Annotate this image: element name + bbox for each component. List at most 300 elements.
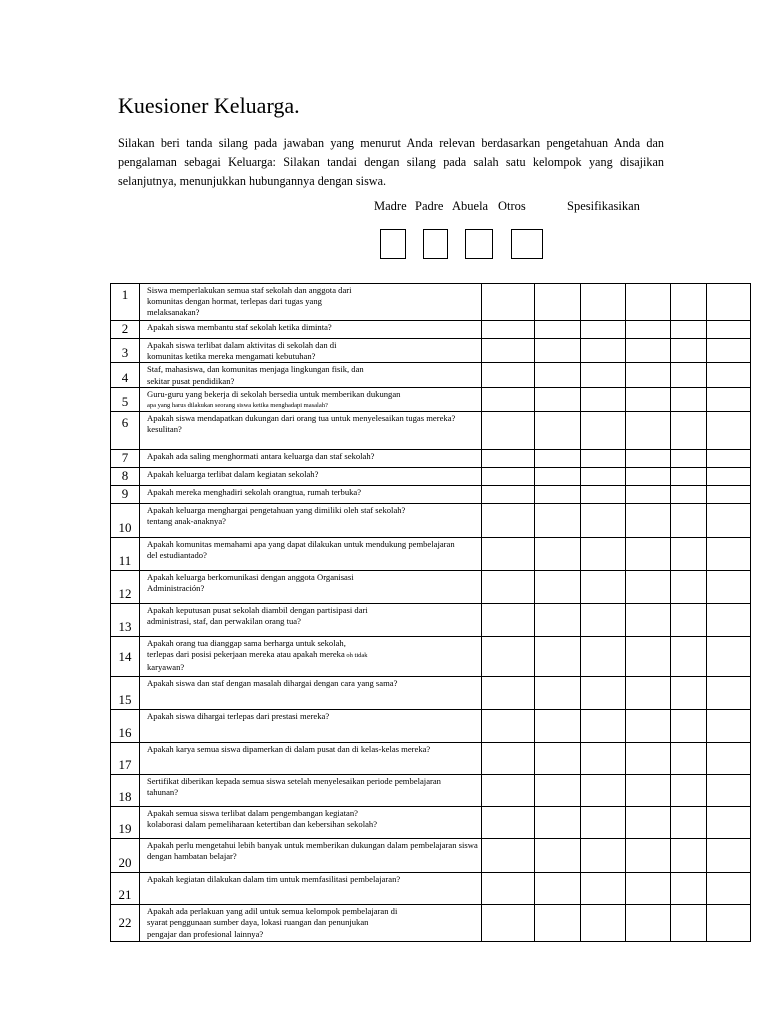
question-number-text: 20 [118, 855, 132, 871]
question-line-text: Apakah siswa membantu staf sekolah ketika diminta? [147, 322, 332, 332]
answer-cell[interactable] [670, 321, 706, 339]
question-line-text: karyawan? [147, 661, 185, 672]
question-number [111, 637, 140, 677]
answer-cell[interactable] [534, 839, 580, 873]
answer-cell[interactable] [625, 604, 670, 637]
answer-cell[interactable] [580, 486, 625, 504]
answer-cell[interactable] [481, 450, 534, 468]
question-number-text: 16 [118, 725, 132, 741]
question-text [140, 807, 482, 839]
answer-cell[interactable] [706, 905, 750, 942]
question-number-text: 3 [121, 345, 129, 361]
answer-cell[interactable] [670, 538, 706, 571]
question-text [140, 387, 482, 411]
question-line [147, 787, 478, 798]
question-text [140, 486, 482, 504]
question-text [140, 321, 482, 339]
answer-cell[interactable] [625, 637, 670, 677]
answer-cell[interactable] [625, 321, 670, 339]
answer-cell[interactable] [625, 468, 670, 486]
question-line-text: Apakah siswa dan staf dengan masalah dihargai dengan cara yang sama? [147, 678, 398, 689]
table-row [111, 775, 751, 807]
answer-cell[interactable] [670, 873, 706, 905]
question-number-text: 21 [118, 887, 132, 903]
answer-cell[interactable] [706, 807, 750, 839]
question-line [147, 678, 478, 689]
answer-cell[interactable] [706, 504, 750, 538]
table-row [111, 637, 751, 677]
question-text [140, 775, 482, 807]
answer-cell[interactable] [481, 677, 534, 710]
question-line [147, 351, 478, 362]
answer-cell[interactable] [625, 284, 670, 321]
question-line-text: Apakah keluarga terlibat dalam kegiatan sekolah? [147, 469, 319, 480]
question-line [147, 874, 478, 885]
answer-cell[interactable] [534, 450, 580, 468]
answer-cell[interactable] [481, 807, 534, 839]
answer-cell[interactable] [534, 339, 580, 363]
answer-cell[interactable] [706, 363, 750, 387]
answer-cell[interactable] [534, 604, 580, 637]
table-row [111, 710, 751, 743]
answer-cell[interactable] [706, 321, 750, 339]
table-row [111, 677, 751, 710]
question-number [111, 284, 140, 321]
question-text [140, 412, 482, 450]
answer-cell[interactable] [580, 743, 625, 775]
question-number [111, 412, 140, 450]
question-line-text: Apakah perlu mengetahui lebih banyak untuk memberikan dukungan dalam pembelajaran siswa [147, 840, 478, 851]
answer-cell[interactable] [580, 775, 625, 807]
answer-cell[interactable] [670, 387, 706, 411]
answer-cell[interactable] [481, 839, 534, 873]
question-line [147, 572, 478, 583]
question-number [111, 339, 140, 363]
answer-cell[interactable] [625, 743, 670, 775]
question-number [111, 486, 140, 504]
question-line-text: Apakah karya semua siswa dipamerkan di dalam pusat dan di kelas-kelas mereka? [147, 744, 431, 755]
answer-cell[interactable] [534, 284, 580, 321]
question-line-text: sekitar pusat pendidikan? [147, 375, 235, 386]
answer-cell[interactable] [534, 321, 580, 339]
answer-cell[interactable] [706, 284, 750, 321]
question-number-text: 12 [118, 586, 132, 602]
answer-cell[interactable] [625, 873, 670, 905]
question-line [147, 711, 478, 722]
question-line [147, 451, 478, 462]
table-row [111, 450, 751, 468]
answer-cell[interactable] [625, 775, 670, 807]
answer-cell[interactable] [580, 873, 625, 905]
question-number [111, 504, 140, 538]
question-line [147, 424, 478, 435]
answer-cell[interactable] [706, 839, 750, 873]
question-line-text: Apakah kegiatan dilakukan dalam tim untuk memfasilitasi pembelajaran? [147, 874, 401, 885]
question-line-text: del estudiantado? [147, 550, 207, 561]
question-text [140, 873, 482, 905]
answer-cell[interactable] [580, 677, 625, 710]
question-number [111, 363, 140, 387]
answer-cell[interactable] [534, 807, 580, 839]
question-number-text: 13 [118, 619, 132, 635]
table-row [111, 905, 751, 942]
checkbox-madre[interactable] [380, 229, 406, 259]
answer-cell[interactable] [706, 571, 750, 604]
question-text [140, 504, 482, 538]
answer-cell[interactable] [706, 387, 750, 411]
question-line-text: kesulitan? [147, 424, 182, 435]
question-line-text: administrasi, staf, dan perwakilan orang tua? [147, 616, 301, 627]
question-number-text: 7 [121, 450, 129, 466]
answer-cell[interactable] [706, 637, 750, 677]
question-line-text: syarat penggunaan sumber daya, lokasi ruangan dan penunjukan [147, 917, 369, 928]
answer-cell[interactable] [534, 412, 580, 450]
answer-cell[interactable] [580, 339, 625, 363]
question-line [147, 906, 478, 917]
answer-cell[interactable] [580, 468, 625, 486]
table-row [111, 839, 751, 873]
table-row [111, 321, 751, 339]
question-line-text: Apakah keluarga berkomunikasi dengan anggota Organisasi [147, 572, 354, 583]
question-number [111, 387, 140, 411]
question-number-text: 17 [118, 757, 132, 773]
answer-cell[interactable] [580, 504, 625, 538]
question-text [140, 339, 482, 363]
answer-cell[interactable] [481, 775, 534, 807]
answer-cell[interactable] [706, 339, 750, 363]
question-number [111, 743, 140, 775]
answer-cell[interactable] [706, 538, 750, 571]
table-row [111, 284, 751, 321]
question-number [111, 839, 140, 873]
question-number-text: 8 [121, 468, 129, 484]
question-text [140, 677, 482, 710]
question-line [147, 929, 478, 940]
answer-cell[interactable] [534, 387, 580, 411]
question-line-text: Apakah siswa dihargai terlepas dari prestasi mereka? [147, 711, 330, 722]
answer-cell[interactable] [580, 412, 625, 450]
answer-cell[interactable] [670, 839, 706, 873]
question-line [147, 616, 478, 627]
question-number [111, 321, 140, 339]
answer-cell[interactable] [625, 387, 670, 411]
question-text [140, 468, 482, 486]
question-number-text: 4 [121, 369, 129, 385]
answer-cell[interactable] [670, 450, 706, 468]
question-number-text: 14 [118, 648, 132, 664]
question-number [111, 450, 140, 468]
table-row [111, 387, 751, 411]
table-row [111, 743, 751, 775]
table-row [111, 363, 751, 387]
answer-cell[interactable] [481, 637, 534, 677]
answer-cell[interactable] [534, 571, 580, 604]
answer-cell[interactable] [580, 538, 625, 571]
question-line [147, 364, 478, 375]
relation-label-otros: Otros [498, 199, 526, 213]
answer-cell[interactable] [481, 339, 534, 363]
answer-cell[interactable] [625, 486, 670, 504]
question-number [111, 905, 140, 942]
question-line-text: terlepas dari posisi pekerjaan mereka atau apakah mereka [147, 649, 345, 660]
answer-cell[interactable] [670, 571, 706, 604]
answer-cell[interactable] [534, 905, 580, 942]
question-line-text: Apakah keputusan pusat sekolah diambil dengan partisipasi dari [147, 605, 368, 616]
answer-cell[interactable] [580, 637, 625, 677]
answer-cell[interactable] [481, 538, 534, 571]
answer-cell[interactable] [580, 604, 625, 637]
question-line [147, 296, 478, 307]
question-line [147, 376, 478, 387]
answer-cell[interactable] [706, 450, 750, 468]
question-line [147, 307, 478, 318]
question-line-text: melaksanakan? [147, 307, 200, 318]
answer-cell[interactable] [625, 339, 670, 363]
question-number-text: 2 [121, 321, 129, 336]
question-number-text: 10 [118, 520, 132, 536]
answer-cell[interactable] [706, 486, 750, 504]
answer-cell[interactable] [625, 710, 670, 743]
answer-cell[interactable] [625, 450, 670, 468]
question-line [147, 662, 478, 673]
answer-cell[interactable] [706, 873, 750, 905]
table-row [111, 538, 751, 571]
answer-cell[interactable] [580, 321, 625, 339]
table-row [111, 873, 751, 905]
question-line-text: Apakah keluarga menghargai pengetahuan yang dimiliki oleh staf sekolah? [147, 505, 406, 516]
question-line-text: tahunan? [147, 787, 179, 798]
answer-cell[interactable] [670, 604, 706, 637]
answer-cell[interactable] [481, 387, 534, 411]
answer-cell[interactable] [534, 710, 580, 743]
question-line-text: Apakah komunitas memahami apa yang dapat dilakukan untuk mendukung pembelajaran [147, 539, 455, 550]
question-number-text: 1 [121, 287, 129, 302]
answer-cell[interactable] [580, 905, 625, 942]
answer-cell[interactable] [534, 873, 580, 905]
question-line [147, 583, 478, 594]
question-line [147, 539, 478, 550]
answer-cell[interactable] [706, 775, 750, 807]
answer-cell[interactable] [481, 363, 534, 387]
question-line [147, 550, 478, 561]
question-line [147, 819, 478, 830]
answer-cell[interactable] [580, 807, 625, 839]
question-number-text: 18 [118, 789, 132, 805]
answer-cell[interactable] [481, 412, 534, 450]
answer-cell[interactable] [670, 905, 706, 942]
question-line-text: Guru-guru yang bekerja di sekolah bersedia untuk memberikan dukungan [147, 388, 401, 399]
question-text [140, 284, 482, 321]
answer-cell[interactable] [625, 807, 670, 839]
question-text [140, 363, 482, 387]
page-title: Kuesioner Keluarga. [118, 93, 300, 118]
question-line-text: Siswa memperlakukan semua staf sekolah dan anggota dari [147, 285, 352, 295]
answer-cell[interactable] [580, 710, 625, 743]
questionnaire-table [110, 283, 751, 942]
answer-cell[interactable] [580, 284, 625, 321]
answer-cell[interactable] [481, 743, 534, 775]
question-line-text: pengajar dan profesional lainnya? [147, 928, 264, 939]
question-number [111, 807, 140, 839]
answer-cell[interactable] [580, 363, 625, 387]
question-line [147, 389, 478, 400]
answer-cell[interactable] [625, 839, 670, 873]
question-line [147, 487, 478, 498]
answer-cell[interactable] [534, 504, 580, 538]
question-line [147, 917, 478, 928]
answer-cell[interactable] [580, 450, 625, 468]
answer-cell[interactable] [580, 839, 625, 873]
question-text [140, 743, 482, 775]
question-line-text: Apakah siswa mendapatkan dukungan dari orang tua untuk menyelesaikan tugas mereka? [147, 413, 456, 424]
answer-cell[interactable] [481, 905, 534, 942]
question-line-text: komunitas dengan hormat, terlepas dari tugas yang [147, 296, 322, 307]
answer-cell[interactable] [625, 571, 670, 604]
answer-cell[interactable] [670, 743, 706, 775]
question-line [147, 285, 478, 296]
question-line-text: Staf, mahasiswa, dan komunitas menjaga lingkungan fisik, dan [147, 364, 364, 375]
answer-cell[interactable] [625, 412, 670, 450]
answer-cell[interactable] [625, 677, 670, 710]
answer-cell[interactable] [670, 710, 706, 743]
answer-cell[interactable] [706, 677, 750, 710]
checkbox-padre[interactable] [423, 229, 448, 259]
question-text [140, 905, 482, 942]
table-row [111, 604, 751, 637]
answer-cell[interactable] [625, 504, 670, 538]
answer-cell[interactable] [670, 504, 706, 538]
question-line [147, 808, 478, 819]
specify-label: Spesifikasikan [567, 199, 640, 213]
question-number [111, 538, 140, 571]
question-line-text: Apakah ada saling menghormati antara keluarga dan staf sekolah? [147, 451, 375, 462]
answer-cell[interactable] [670, 807, 706, 839]
question-line [147, 322, 478, 333]
question-number [111, 604, 140, 637]
answer-cell[interactable] [481, 284, 534, 321]
relation-label-madre: Madre [374, 199, 407, 213]
answer-cell[interactable] [706, 743, 750, 775]
checkbox-otros[interactable] [511, 229, 543, 259]
question-line [147, 469, 478, 480]
question-number-text: 6 [121, 415, 129, 431]
question-line [147, 505, 478, 516]
answer-cell[interactable] [534, 677, 580, 710]
answer-cell[interactable] [481, 710, 534, 743]
table-row [111, 504, 751, 538]
question-number-text: 19 [118, 821, 132, 837]
answer-cell[interactable] [481, 504, 534, 538]
question-number-text: 5 [121, 394, 129, 410]
question-line [147, 638, 478, 649]
answer-cell[interactable] [670, 363, 706, 387]
answer-cell[interactable] [534, 637, 580, 677]
answer-cell[interactable] [706, 710, 750, 743]
answer-cell[interactable] [706, 412, 750, 450]
question-number [111, 873, 140, 905]
intro-paragraph: Silakan beri tanda silang pada jawaban yang menurut Anda relevan berdasarkan pengetahuan Anda dan pengalaman sebagai Keluarga: Silakan tandai dengan silang pada salah satu kelompok yang disajikan selanjutnya, menunjukkan hubungannya dengan siswa. [118, 136, 664, 188]
answer-cell[interactable] [670, 637, 706, 677]
answer-cell[interactable] [534, 775, 580, 807]
answer-cell[interactable] [534, 538, 580, 571]
table-row [111, 468, 751, 486]
answer-cell[interactable] [534, 743, 580, 775]
table-row [111, 571, 751, 604]
question-number [111, 775, 140, 807]
answer-cell[interactable] [670, 284, 706, 321]
answer-cell[interactable] [670, 486, 706, 504]
question-line-text: Apakah semua siswa terlibat dalam pengembangan kegiatan? [147, 808, 358, 819]
question-line-text: tentang anak-anaknya? [147, 516, 226, 527]
question-line-text: Sertifikat diberikan kepada semua siswa setelah menyelesaikan periode pembelajaran [147, 776, 441, 787]
answer-cell[interactable] [534, 363, 580, 387]
question-line-text: Administración? [147, 583, 205, 594]
table-row [111, 807, 751, 839]
answer-cell[interactable] [670, 775, 706, 807]
answer-cell[interactable] [534, 486, 580, 504]
question-number-text: 22 [118, 915, 132, 931]
question-line-text: kolaborasi dalam pemeliharaan ketertiban dan kebersihan sekolah? [147, 819, 378, 830]
question-line [147, 776, 478, 787]
question-text [140, 637, 482, 677]
answer-cell[interactable] [625, 363, 670, 387]
question-line-text: komunitas ketika mereka mengamati kebutuhan? [147, 351, 316, 362]
question-number [111, 677, 140, 710]
answer-cell[interactable] [481, 486, 534, 504]
question-line-text: Apakah siswa terlibat dalam aktivitas di sekolah dan di [147, 340, 337, 350]
answer-cell[interactable] [625, 905, 670, 942]
question-number-text: 15 [118, 692, 132, 708]
answer-cell[interactable] [670, 468, 706, 486]
question-line [147, 744, 478, 755]
answer-cell[interactable] [706, 604, 750, 637]
answer-cell[interactable] [625, 538, 670, 571]
answer-cell[interactable] [481, 321, 534, 339]
question-line [147, 649, 478, 661]
question-line [147, 516, 478, 527]
relation-label-abuela: Abuela [452, 199, 489, 213]
answer-cell[interactable] [580, 571, 625, 604]
answer-cell[interactable] [670, 412, 706, 450]
question-line [147, 340, 478, 351]
question-line-text: dengan hambatan belajar? [147, 851, 237, 862]
table-row [111, 486, 751, 504]
question-text [140, 839, 482, 873]
answer-cell[interactable] [580, 387, 625, 411]
relation-label-padre: Padre [415, 199, 444, 213]
question-line-text: Apakah ada perlakuan yang adil untuk semua kelompok pembelajaran di [147, 906, 398, 917]
answer-cell[interactable] [481, 571, 534, 604]
table-row [111, 412, 751, 450]
answer-cell[interactable] [534, 468, 580, 486]
answer-cell[interactable] [481, 604, 534, 637]
question-line [147, 413, 478, 424]
answer-cell[interactable] [481, 468, 534, 486]
question-line-text: Apakah mereka menghadiri sekolah orangtua, rumah terbuka? [147, 487, 362, 498]
answer-cell[interactable] [670, 677, 706, 710]
question-number-text: 9 [121, 486, 129, 502]
question-number [111, 710, 140, 743]
question-number-text: 11 [118, 553, 132, 569]
checkbox-abuela[interactable] [465, 229, 493, 259]
question-text [140, 538, 482, 571]
question-line [147, 851, 478, 862]
answer-cell[interactable] [670, 339, 706, 363]
question-text [140, 450, 482, 468]
answer-cell[interactable] [481, 873, 534, 905]
answer-cell[interactable] [706, 468, 750, 486]
question-note: apa yang harus dilakukan seorang siswa ketika menghadapi masalah? [147, 402, 328, 410]
